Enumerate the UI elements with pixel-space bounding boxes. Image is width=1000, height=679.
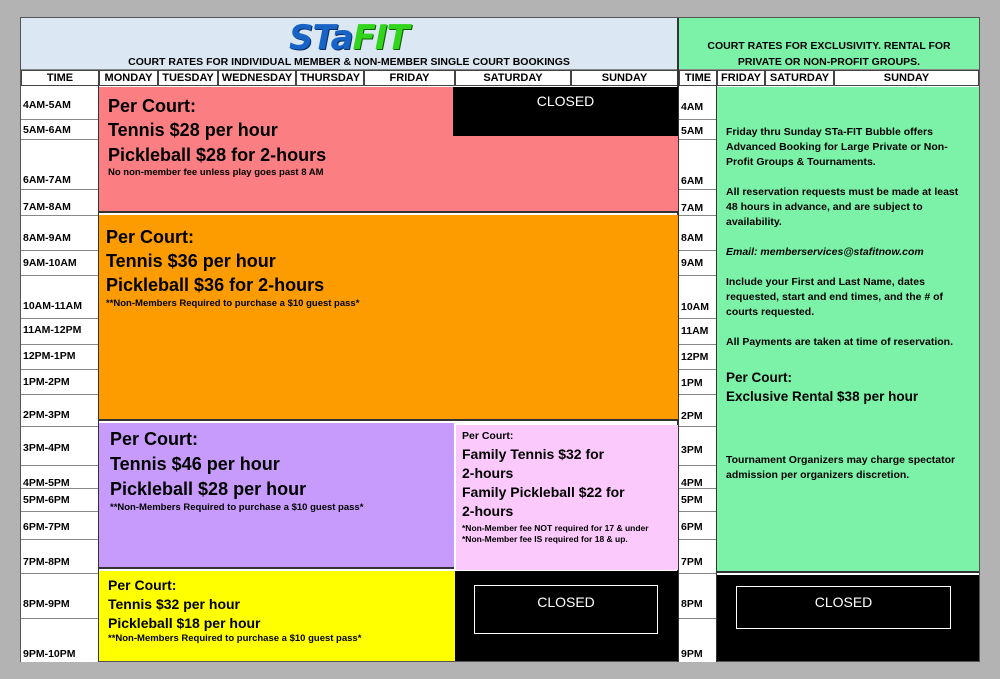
time-label: 5AM-6AM — [23, 124, 71, 136]
time-label: 7AM-8AM — [23, 201, 71, 213]
col-sunday: SUNDAY — [571, 70, 678, 86]
exclusive-rates-title: COURT RATES FOR EXCLUSIVITY. RENTAL FOR PRIVATE OR NON-PROFIT GROUPS. — [707, 40, 951, 68]
individual-rates-header — [21, 18, 677, 70]
exclusive-rate-heading: Per Court: — [726, 370, 793, 385]
late-rates — [108, 576, 261, 633]
day-rates-block — [99, 215, 678, 421]
col-saturday-right: SATURDAY — [765, 70, 834, 86]
early-tennis-rate: Tennis $28 per hour — [108, 120, 278, 140]
exclusive-rental-block — [717, 87, 979, 573]
time-label: 9AM-10AM — [23, 257, 77, 269]
col-wednesday: WEDNESDAY — [218, 70, 296, 86]
tournament-note: Tournament Organizers may charge spectator admission per organizers discretion. — [726, 454, 956, 481]
col-friday-right: FRIDAY — [717, 70, 765, 86]
time-label: 8PM-9PM — [23, 598, 70, 610]
weekend-early-closed — [453, 87, 678, 136]
time-label: 4PM-5PM — [23, 477, 70, 489]
evening-rates-block — [99, 423, 454, 569]
exclusive-late-closed — [717, 575, 979, 661]
col-time: TIME — [21, 70, 99, 86]
closed-label: CLOSED — [536, 93, 595, 109]
right-time-label: 9PM — [681, 648, 703, 660]
early-heading: Per Court: — [108, 96, 197, 116]
right-time-label: 4AM — [681, 101, 704, 113]
exclusive-rate-value: Exclusive Rental $38 per hour — [726, 389, 919, 404]
right-time-label: 9AM — [681, 257, 704, 269]
right-time-label: 3PM — [681, 444, 703, 456]
exclusive-request-details: Include your First and Last Name, dates requested, start and end times, and the # of courts requested. — [726, 276, 944, 318]
right-time-label: 12PM — [681, 351, 709, 363]
late-pickleball-rate: Pickleball $18 per hour — [108, 615, 261, 631]
family-pickleball-rate: Family Pickleball $22 for — [462, 484, 625, 500]
evening-pickleball-rate: Pickleball $28 per hour — [110, 479, 307, 499]
right-time-label: 11AM — [681, 325, 709, 337]
closed-label: CLOSED — [474, 585, 658, 634]
col-thursday: THURSDAY — [296, 70, 364, 86]
time-label: 5PM-6PM — [23, 494, 70, 506]
time-label: 9PM-10PM — [23, 648, 76, 660]
early-pickleball-rate: Pickleball $28 for 2-hours — [108, 145, 327, 165]
family-rates-block — [456, 425, 678, 570]
weekend-late-closed — [455, 571, 678, 661]
time-label: 6PM-7PM — [23, 521, 70, 533]
evening-tennis-rate: Tennis $46 per hour — [110, 454, 280, 474]
stafit-logo: STaFIT — [289, 18, 409, 58]
col-friday: FRIDAY — [364, 70, 455, 86]
late-heading: Per Court: — [108, 577, 177, 593]
time-label: 11AM-12PM — [23, 324, 82, 336]
exclusive-email: Email: memberservices@stafitnow.com — [726, 246, 924, 258]
exclusive-rate — [726, 368, 918, 406]
right-time-label: 6AM — [681, 175, 704, 187]
evening-note: **Non-Members Required to purchase a $10 guest pass* — [110, 502, 364, 513]
evening-heading: Per Court: — [110, 429, 199, 449]
col-sunday-right: SUNDAY — [834, 70, 979, 86]
day-note: **Non-Members Required to purchase a $10 guest pass* — [106, 298, 360, 309]
right-time-label: 6PM — [681, 521, 703, 533]
exclusive-info — [726, 125, 966, 365]
time-label: 3PM-4PM — [23, 442, 70, 454]
family-notes: *Non-Member fee NOT required for 17 & under *Non-Member fee IS required for 18 & up. — [462, 523, 649, 544]
closed-label: CLOSED — [736, 586, 951, 629]
right-time-label: 8PM — [681, 598, 703, 610]
exclusive-rates-header — [679, 18, 979, 70]
col-monday: MONDAY — [99, 70, 158, 86]
family-tennis-rate: Family Tennis $32 for 2-hours Family Pickleball $22 for 2-hours — [462, 446, 625, 519]
family-heading: Per Court: — [462, 430, 514, 442]
time-label: 6AM-7AM — [23, 174, 71, 186]
exclusive-advance-notice: All reservation requests must be made at least 48 hours in advance, and are subject to availability. — [726, 186, 959, 228]
day-heading: Per Court: — [106, 227, 195, 247]
col-time-right: TIME — [679, 70, 717, 86]
time-label: 4AM-5AM — [23, 99, 71, 111]
early-note: No non-member fee unless play goes past 8 AM — [108, 167, 324, 178]
right-time-label: 7PM — [681, 556, 703, 568]
right-time-label: 10AM — [681, 301, 710, 313]
right-time-label: 5AM — [681, 125, 704, 137]
right-time-column — [679, 86, 716, 662]
time-label: 1PM-2PM — [23, 376, 70, 388]
late-note: **Non-Members Required to purchase a $10 guest pass* — [108, 633, 362, 644]
col-tuesday: TUESDAY — [158, 70, 218, 86]
time-label: 2PM-3PM — [23, 409, 70, 421]
individual-rates-title: COURT RATES FOR INDIVIDUAL MEMBER & NON-MEMBER SINGLE COURT BOOKINGS — [128, 56, 570, 68]
time-column — [21, 86, 98, 662]
right-time-label: 7AM — [681, 202, 704, 214]
right-time-label: 5PM — [681, 494, 703, 506]
right-time-label: 4PM — [681, 477, 703, 489]
late-tennis-rate: Tennis $32 per hour — [108, 596, 240, 612]
time-label: 7PM-8PM — [23, 556, 70, 568]
col-saturday: SATURDAY — [455, 70, 571, 86]
exclusive-intro: Friday thru Sunday STa-FIT Bubble offers Advanced Booking for Large Private or Non-Profit Groups & Tournaments. — [726, 126, 948, 168]
time-label: 8AM-9AM — [23, 232, 71, 244]
right-time-label: 8AM — [681, 232, 704, 244]
right-time-label: 2PM — [681, 410, 703, 422]
time-label: 12PM-1PM — [23, 350, 76, 362]
time-label: 10AM-11AM — [23, 300, 82, 312]
late-rates-block — [99, 571, 455, 661]
right-time-label: 1PM — [681, 377, 703, 389]
exclusive-payment: All Payments are taken at time of reservation. — [726, 336, 954, 348]
day-tennis-rate: Tennis $36 per hour — [106, 251, 276, 271]
day-pickleball-rate: Pickleball $36 for 2-hours — [106, 275, 325, 295]
